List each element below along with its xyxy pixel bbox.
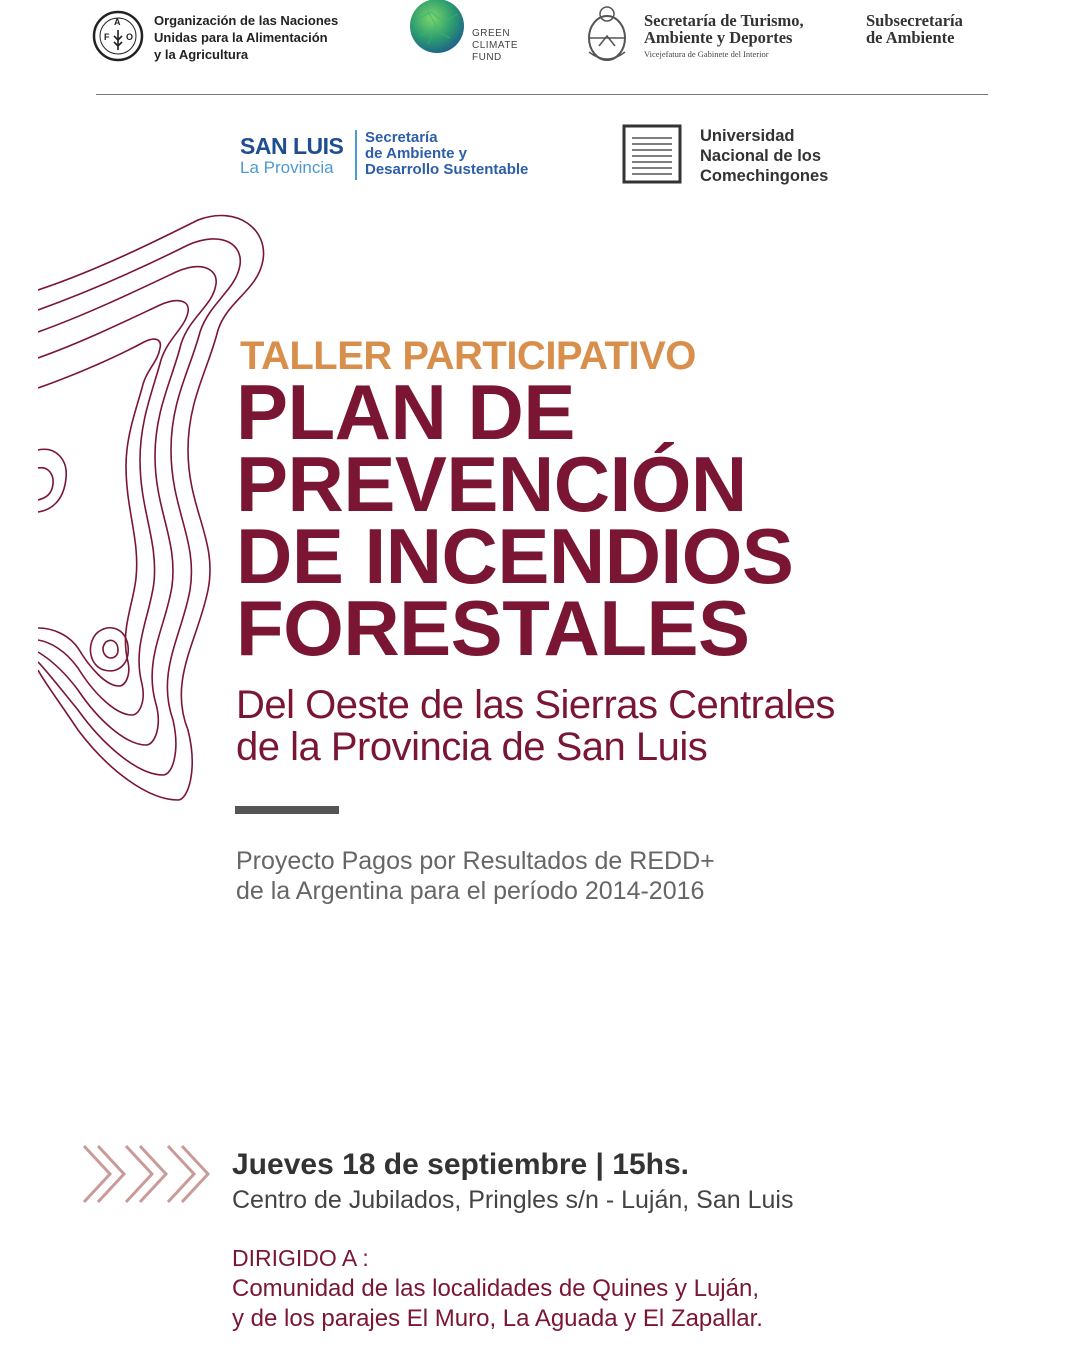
header-divider bbox=[96, 94, 988, 95]
event-title: PLAN DE PREVENCIÓN DE INCENDIOS FORESTALES bbox=[236, 368, 794, 672]
svg-text:O: O bbox=[126, 32, 134, 42]
event-venue: Centro de Jubilados, Pringles s/n - Luján, San Luis bbox=[232, 1186, 794, 1214]
fao-emblem-icon bbox=[92, 10, 144, 62]
event-subtitle: Del Oeste de las Sierras Centrales de la Provincia de San Luis bbox=[236, 683, 835, 769]
san-luis-logo-divider bbox=[355, 130, 357, 180]
universidad-name: Universidad Nacional de los Comechingones bbox=[700, 127, 829, 185]
svg-text:A: A bbox=[114, 17, 121, 27]
san-luis-secretaria: Secretaría de Ambiente y Desarrollo Sustentable bbox=[365, 129, 529, 178]
event-date: Jueves 18 de septiembre | 15hs. bbox=[232, 1148, 689, 1181]
secretaria-turismo-sub: Vicejefatura de Gabinete del Interior bbox=[644, 49, 769, 59]
project-description: Proyecto Pagos por Resultados de REDD+ de la Argentina para el período 2014-2016 bbox=[236, 847, 715, 905]
fao-name: Organización de las Naciones Unidas para la Alimentación y la Agricultura bbox=[154, 13, 339, 62]
gcf-name: GREEN CLIMATE FUND bbox=[472, 28, 519, 63]
san-luis-logo-provincia: La Provincia bbox=[240, 158, 334, 177]
audience-label: DIRIGIDO A : bbox=[232, 1245, 369, 1271]
triple-chevron-icon bbox=[80, 1140, 215, 1208]
san-luis-logo-name: SAN LUIS bbox=[240, 133, 344, 159]
subsecretaria-name: Subsecretaría de Ambiente bbox=[866, 11, 963, 47]
event-kicker: TALLER PARTICIPATIVO bbox=[240, 334, 696, 378]
national-shield-icon bbox=[585, 0, 629, 68]
globe-icon bbox=[406, 0, 468, 56]
stacked-lines-logo-icon bbox=[622, 124, 682, 184]
audience-text: Comunidad de las localidades de Quines y Luján, y de los parajes El Muro, La Aguada y El Zapallar. bbox=[232, 1275, 763, 1332]
section-divider bbox=[235, 806, 339, 814]
secretaria-turismo-name: Secretaría de Turismo, Ambiente y Deportes bbox=[644, 11, 804, 47]
svg-text:F: F bbox=[104, 32, 110, 42]
